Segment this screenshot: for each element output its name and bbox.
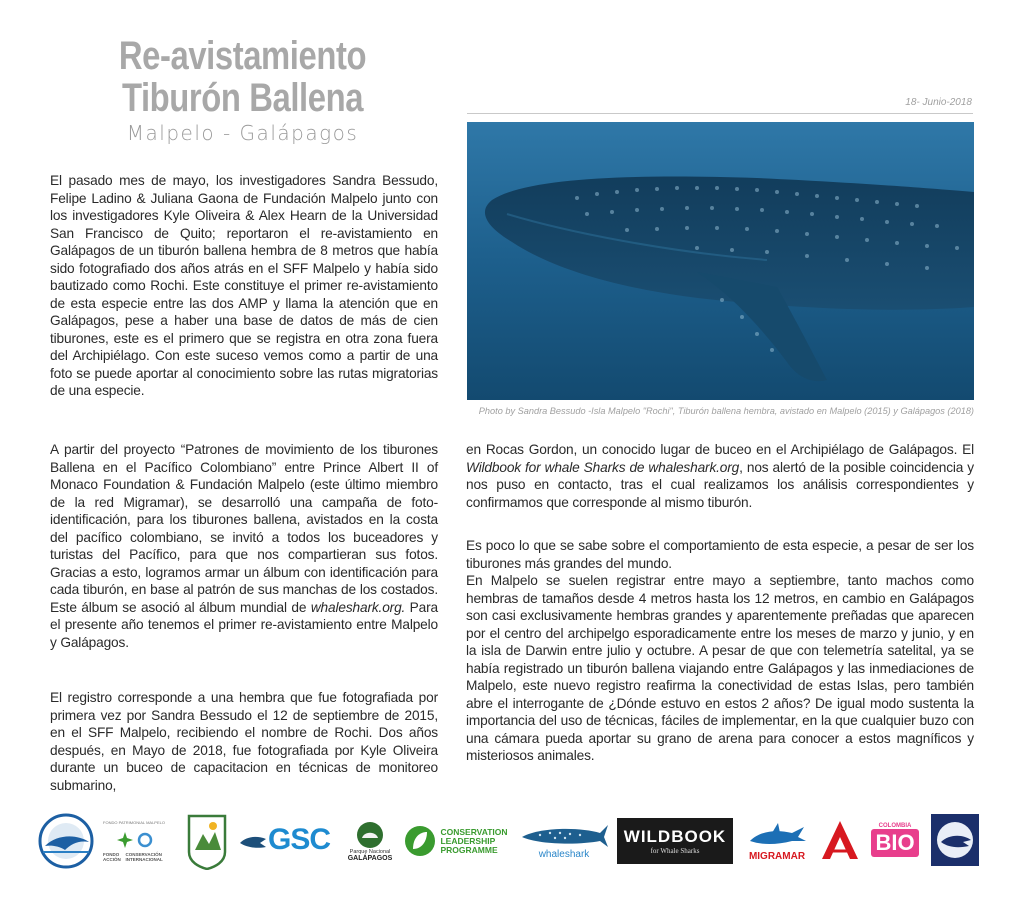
paragraph-text: A partir del proyecto “Patrones de movimiento de los tiburones Ballena en el Pacífico Colombiano” entre Prince Albert II of Monaco Foundation & Fundación Malpelo (este último miembro de la red Migramar), se desarrolló una campaña de foto-identificación, para los tiburones ballena, avistados en la costa del pacífico colombiano, se invitó a todos los buceadores y turistas del Pacífico, para que nos compartieran sus fotos. Gracias a esto, logramos armar un álbum con identificación para cada tiburón, en base al patrón de sus manchas de los costados. Este álbum se asoció al álbum mundial de: [50, 442, 438, 615]
whaleshark-text: whaleshark: [538, 848, 590, 860]
article-paragraph-5: [466, 537, 974, 765]
paragraph-text: Para el presente año tenemos el primer re-avistamiento entre Malpelo y Galápagos.: [50, 599, 438, 650]
partner-logos: [35, 812, 995, 872]
foundation-emblem-logo[interactable]: [931, 814, 979, 866]
clp-line2: LEADERSHIP: [440, 835, 496, 846]
paragraph-text: El registro corresponde a una hembra que fue fotografiada por primera vez por Sandra Bessudo el 12 de septiembre de 2015, en el SFF Malpelo, recibiendo el nombre de Rochi. Dos años después, en Mayo de 2018, fue fotografiada por Kyle Oliveira durante un buceo de capacitacion en técnicas de monitoreo submarino,: [50, 690, 438, 793]
title-line-2: Tiburón Ballena: [121, 76, 364, 120]
colombia-bio-logo[interactable]: [869, 814, 921, 866]
paragraph-text: En Malpelo se suelen registrar entre mayo a septiembre, tanto machos como hembras de tamaños desde 4 metros hasta los 12 metros, en cambio en Galápagos son casi exclusivamente hembras grandes y aparentemente preñadas que aparecen por el centro del archipelgo esporadicamente entre los meses de marzo y junio, y en la isla de Darwin entre julio y octubre. A pesar de que con telemetría satelital, ya se había registrado un tiburón ballena viajando entre Galápagos y las inmediaciones de Malpelo, este nuevo registro reafirma la conectividad de estas Islas, pero también abre el interrogante de ¿Dónde estuvo en estos 2 años? De igual modo sustenta la importancia del uso de técnicas, fáciles de implementar, en la que cualquier buzo con una cámara pueda aportar su grano de arena para conocer a estos magníficos y misteriosos animales.: [466, 573, 974, 763]
colombia-text: COLOMBIA: [878, 823, 912, 829]
clp-line3: PROGRAMME: [440, 844, 498, 855]
gsc-logo[interactable]: [235, 816, 333, 864]
article-date: 18- Junio-2018: [905, 97, 972, 108]
tortoise-icon: [356, 821, 384, 849]
whaleshark-icon: [520, 823, 608, 849]
wildbook-logo[interactable]: [617, 818, 733, 864]
wildbook-text: WILDBOOK: [623, 827, 727, 846]
conservation-leadership-logo[interactable]: [399, 820, 513, 862]
fondo-accion-logo[interactable]: [103, 814, 165, 868]
conservacion-text: CONSERVACIÓN INTERNACIONAL: [125, 852, 163, 862]
wildbook-link[interactable]: Wildbook for whale Sharks de whaleshark.org: [466, 459, 740, 475]
gsc-text: GSC: [267, 823, 330, 856]
subtitle: Malpelo - Galápagos: [126, 121, 359, 145]
photo-caption: Photo by Sandra Bessudo -Isla Malpelo "Rochi", Tiburón ballena hembra, avistado en Malpelo (2015) y Galápagos (2018): [478, 406, 974, 416]
article-paragraph-3: [50, 689, 438, 794]
migramar-text: MIGRAMAR: [748, 850, 806, 862]
paragraph-text: en Rocas Gordon, un conocido lugar de buceo en el Archipiélago de Galápagos. El: [466, 442, 974, 457]
galapagos-whaleshark-logo[interactable]: [519, 818, 609, 864]
fondo-accion-text: FONDO ACCIÓN: [103, 852, 121, 862]
paragraph-text: , nos alertó de la posible coincidencia y nos puso en contacto, tras el cual realizamos los análisis correspondientes y confirmamos que corresponde al mismo tiburón.: [466, 459, 974, 510]
whaleshark-link[interactable]: whaleshark.org.: [310, 599, 406, 615]
header-rule: [467, 113, 973, 114]
parque-line1: Parque Nacional: [349, 848, 391, 855]
clp-leaf-icon: [404, 825, 436, 857]
prince-albert-foundation-logo[interactable]: [817, 814, 863, 868]
gsc-shark-icon: [238, 825, 268, 855]
parques-nacionales-logo[interactable]: [185, 812, 229, 870]
parque-galapagos-logo[interactable]: [339, 812, 401, 870]
article-paragraph-1: [50, 172, 438, 400]
migramar-logo[interactable]: [741, 816, 813, 866]
wildbook-sub: for Whale Sharks: [650, 847, 700, 855]
fondo-top-text: FONDO PATRIMONIAL MALPELO: [103, 820, 165, 825]
article-paragraph-2: [50, 441, 438, 651]
article-paragraph-4: [466, 441, 974, 511]
clp-line1: CONSERVATION: [440, 826, 508, 837]
fondo-accion-icon: [116, 831, 134, 849]
fundacion-malpelo-logo[interactable]: [35, 812, 97, 870]
hammerhead-icon: [746, 821, 808, 851]
parque-line2: GALÁPAGOS: [347, 854, 393, 862]
paragraph-text: Es poco lo que se sabe sobre el comportamiento de esta especie, a pesar de ser los tiburones más grandes del mundo.: [466, 538, 974, 571]
bio-text: BIO: [871, 829, 918, 857]
whale-shark-photo: [467, 122, 974, 400]
conservacion-icon: [137, 832, 153, 848]
title-line-1: Re-avistamiento: [118, 34, 367, 78]
paragraph-text: El pasado mes de mayo, los investigadores Sandra Bessudo, Felipe Ladino & Juliana Gaona de Fundación Malpelo junto con los investigadores Kyle Oliveira & Alex Hearn de la Universidad San Francisco de Quito; reportaron el re-avistamiento en Galápagos de un tiburón ballena hembra de 8 metros que había sido fotografiado dos años atrás en el SFF Malpelo y había sido bautizado como Rochi. Este constituye el primer re-avistamiento de esta especie entre las dos AMP y llama la atención que en Galápagos, pese a haber una base de datos de más de cien tiburones, este es el primero que se registra en otra zona fuera del Archipiélago. Con este suceso vemos como a partir de una foto se puede aportar al conocimiento sobre las rutas migratorias de una especie.: [50, 173, 438, 398]
